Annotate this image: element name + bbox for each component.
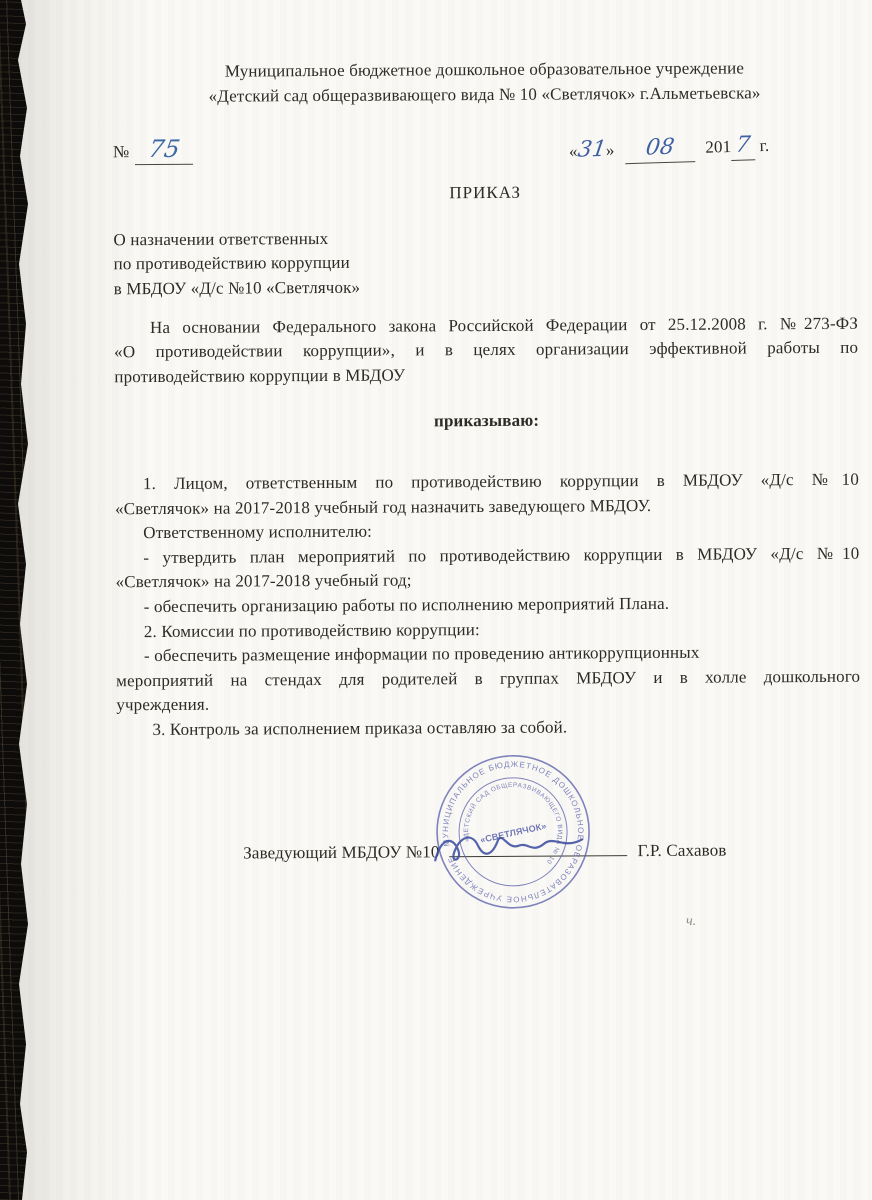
document-content xyxy=(112,0,861,905)
preamble-paragraph xyxy=(114,311,858,389)
order-item-line: учреждения. xyxy=(116,694,210,715)
order-item-line: 2. Комиссии по противодействию коррупции: xyxy=(143,619,480,641)
handwritten-signature xyxy=(432,826,592,875)
order-item-line: «Светлячок» на 2017-2018 учебный год назначить заведующего МБДОУ. xyxy=(115,495,652,518)
document-title: ПРИКАЗ xyxy=(449,182,522,203)
subject-line: О назначении ответственных xyxy=(113,228,329,250)
document-date xyxy=(568,133,769,165)
handwritten-year-digit: 7 xyxy=(733,131,752,158)
subject-line: по противодействию коррупции xyxy=(113,253,350,274)
order-keyword: приказываю: xyxy=(433,411,540,431)
handwritten-day: 31 xyxy=(575,136,608,163)
org-name-line2: «Детский сад общеразвивающего вида № 10 «Светлячок» г.Альметьевска» xyxy=(208,82,761,106)
year-printed: 201 xyxy=(704,136,732,157)
order-item-1 xyxy=(115,468,859,522)
preamble-line: противодействию коррупции в МБДОУ xyxy=(114,365,406,387)
signer-name: Г.Р. Сахавов xyxy=(637,841,727,861)
order-item-6 xyxy=(116,640,860,718)
order-item-7 xyxy=(116,714,860,743)
date-suffix: г. xyxy=(758,135,770,155)
order-item-line: «Светлячок» на 2017-2018 учебный год; xyxy=(115,570,412,592)
signer-position: Заведующий МБДОУ №10 xyxy=(243,842,440,863)
order-item-line: - обеспечить размещение информации по проведению антикоррупционных xyxy=(143,642,700,666)
signature-block xyxy=(117,760,861,905)
date-close-quote: » xyxy=(605,140,615,160)
org-name-line1: Муниципальное бюджетное дошкольное образовательное учреждение xyxy=(224,58,745,81)
order-item-line: Ответственному исполнителю: xyxy=(143,521,373,543)
preamble-line: На основании Федерального закона Российской Федерации от 25.12.2008 г. №273-ФЗ xyxy=(149,313,859,337)
order-item-line: - утвердить план мероприятий по противодействию коррупции в МБДОУ «Д/с №10 xyxy=(143,543,860,567)
scan-edge-artifact xyxy=(0,0,30,1200)
number-underline xyxy=(135,134,193,165)
organization-header xyxy=(112,56,856,110)
year-underline xyxy=(730,131,755,160)
preamble-line: «О противодействии коррупции», и в целях организации эффективной работы по xyxy=(114,337,859,362)
order-item-line: 1. Лицом, ответственным по противодействию коррупции в МБДОУ «Д/с №10 xyxy=(142,469,859,494)
order-items xyxy=(115,468,861,743)
handwritten-month: 08 xyxy=(643,134,676,161)
order-item-line: мероприятий на стендах для родителей в группах МБДОУ и в холле дошкольного xyxy=(116,666,861,690)
date-open-quote: « xyxy=(568,141,578,161)
month-underline xyxy=(624,136,695,164)
subject-block xyxy=(113,224,857,302)
subject-line: в МБДОУ «Д/с №10 «Светлячок» xyxy=(113,277,361,299)
stamp-outer-text: МУНИЦИПАЛЬНОЕ БЮДЖЕТНОЕ ДОШКОЛЬНОЕ ОБРАЗОВАТЕЛЬНОЕ УЧРЕЖДЕНИЕ xyxy=(441,760,586,905)
order-item-3 xyxy=(115,541,859,595)
scan-smudge-mark: ч. xyxy=(686,914,697,929)
stamp-center-text: «СВЕТЛЯЧОК» xyxy=(479,821,548,846)
order-item-line: 3. Контроль за исполнением приказа оставляю за собой. xyxy=(152,717,568,739)
order-item-line: - обеспечить организацию работы по исполнению мероприятий Плана. xyxy=(143,593,670,616)
handwritten-number: 75 xyxy=(146,134,183,163)
number-date-row xyxy=(113,131,857,166)
number-label: № xyxy=(112,141,130,161)
document-number xyxy=(112,134,194,165)
stamp-inner-text: «ДЕТСКИЙ САД ОБЩЕРАЗВИВАЮЩЕГО ВИДА № 10 xyxy=(463,782,564,866)
